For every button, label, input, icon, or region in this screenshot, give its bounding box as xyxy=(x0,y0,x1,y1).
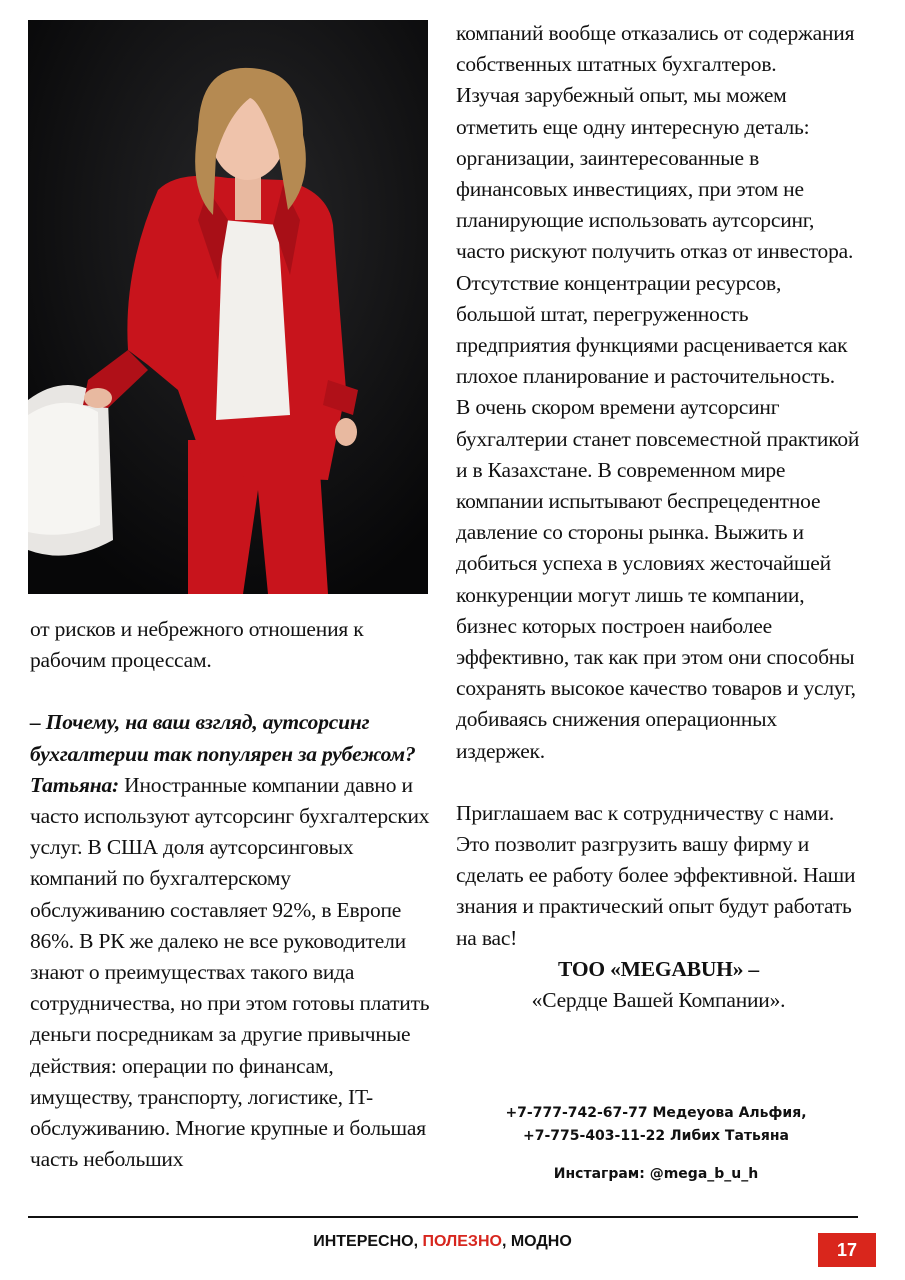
tagline-word-1: ИНТЕРЕСНО xyxy=(313,1233,414,1250)
paragraph-2: Изучая зарубежный опыт, мы можем отметить еще одну интересную деталь: организации, заинтересованные в финансовых инвестициях, при этом не планирующие использовать аутсорсинг, часто рискуют получить отказ от инвестора. Отсутствие концентрации ресурсов, большой штат, перегруженность предприятия функциями расценивается как плохое планирование и расточительность. xyxy=(456,83,854,389)
paragraph-3: В очень скором времени аутсорсинг бухгалтерии станет повсеместной практикой и в Казахстане. В современном мире компании испытывают беспрецедентное давление со стороны рынка. Выжить и добиться успеха в условиях жесточайшей конкуренции могут лишь те компании, бизнес которых построен наиболее эффективно, так как при этом они способны сохранять высокое качество товаров и услуг, добиваясь снижения операционных издержек. xyxy=(456,395,860,763)
company-slogan: «Сердце Вашей Компании». xyxy=(531,988,786,1013)
footer-divider xyxy=(28,1216,858,1218)
speaker-name: Татьяна: xyxy=(30,772,119,797)
left-text-column xyxy=(30,614,430,1175)
right-text-column xyxy=(456,18,861,1016)
interview-answer xyxy=(30,770,430,1176)
instagram-handle: Инстаграм: @mega_b_u_h xyxy=(553,1166,759,1182)
tagline-word-2: ПОЛЕЗНО xyxy=(422,1233,502,1250)
answer-text: Иностранные компании давно и часто используют аутсорсинг бухгалтерских услуг. В США доля аутсорсинговых компаний по бухгалтерскому обслуживанию составляет 92%, в Европе 86%. В РК же далеко не все руководители знают о преимуществах такого вида сотрудничества, но при этом готовы платить деньги посредникам за другие привычные действия: операции по финансам, имуществу, транспорту, логистике, IT-обслуживанию. Многие крупные и большая часть небольших xyxy=(30,772,430,1172)
tagline-separator: , xyxy=(413,1233,423,1250)
footer-tagline xyxy=(0,1233,885,1251)
paragraph-1: компаний вообще отказались от содержания собственных штатных бухгалтеров. xyxy=(456,21,855,77)
interview-question: – Почему, на ваш взгляд, аутсорсинг бухгалтерии так популярен за рубежом? xyxy=(30,710,416,766)
portrait-photo xyxy=(28,20,428,594)
portrait-illustration xyxy=(28,20,428,594)
tagline-word-3: МОДНО xyxy=(510,1233,572,1250)
tagline-separator: , xyxy=(501,1233,511,1250)
paragraph-end: от рисков и небрежного отношения к рабочим процессам. xyxy=(30,617,364,673)
page-number: 17 xyxy=(818,1233,876,1267)
phone-2: +7-775-403-11-22 Либих Татьяна xyxy=(523,1128,789,1144)
contact-phones xyxy=(456,1102,856,1148)
paragraph-4: Приглашаем вас к сотрудничеству с нами. Это позволит разгрузить вашу фирму и сделать ее работу более эффективной. Наши знания и практический опыт будут работать на вас! xyxy=(456,800,856,950)
company-name: ТОО «MEGABUH» – xyxy=(558,956,759,981)
phone-1: +7-777-742-67-77 Медеуова Альфия, xyxy=(505,1105,807,1121)
